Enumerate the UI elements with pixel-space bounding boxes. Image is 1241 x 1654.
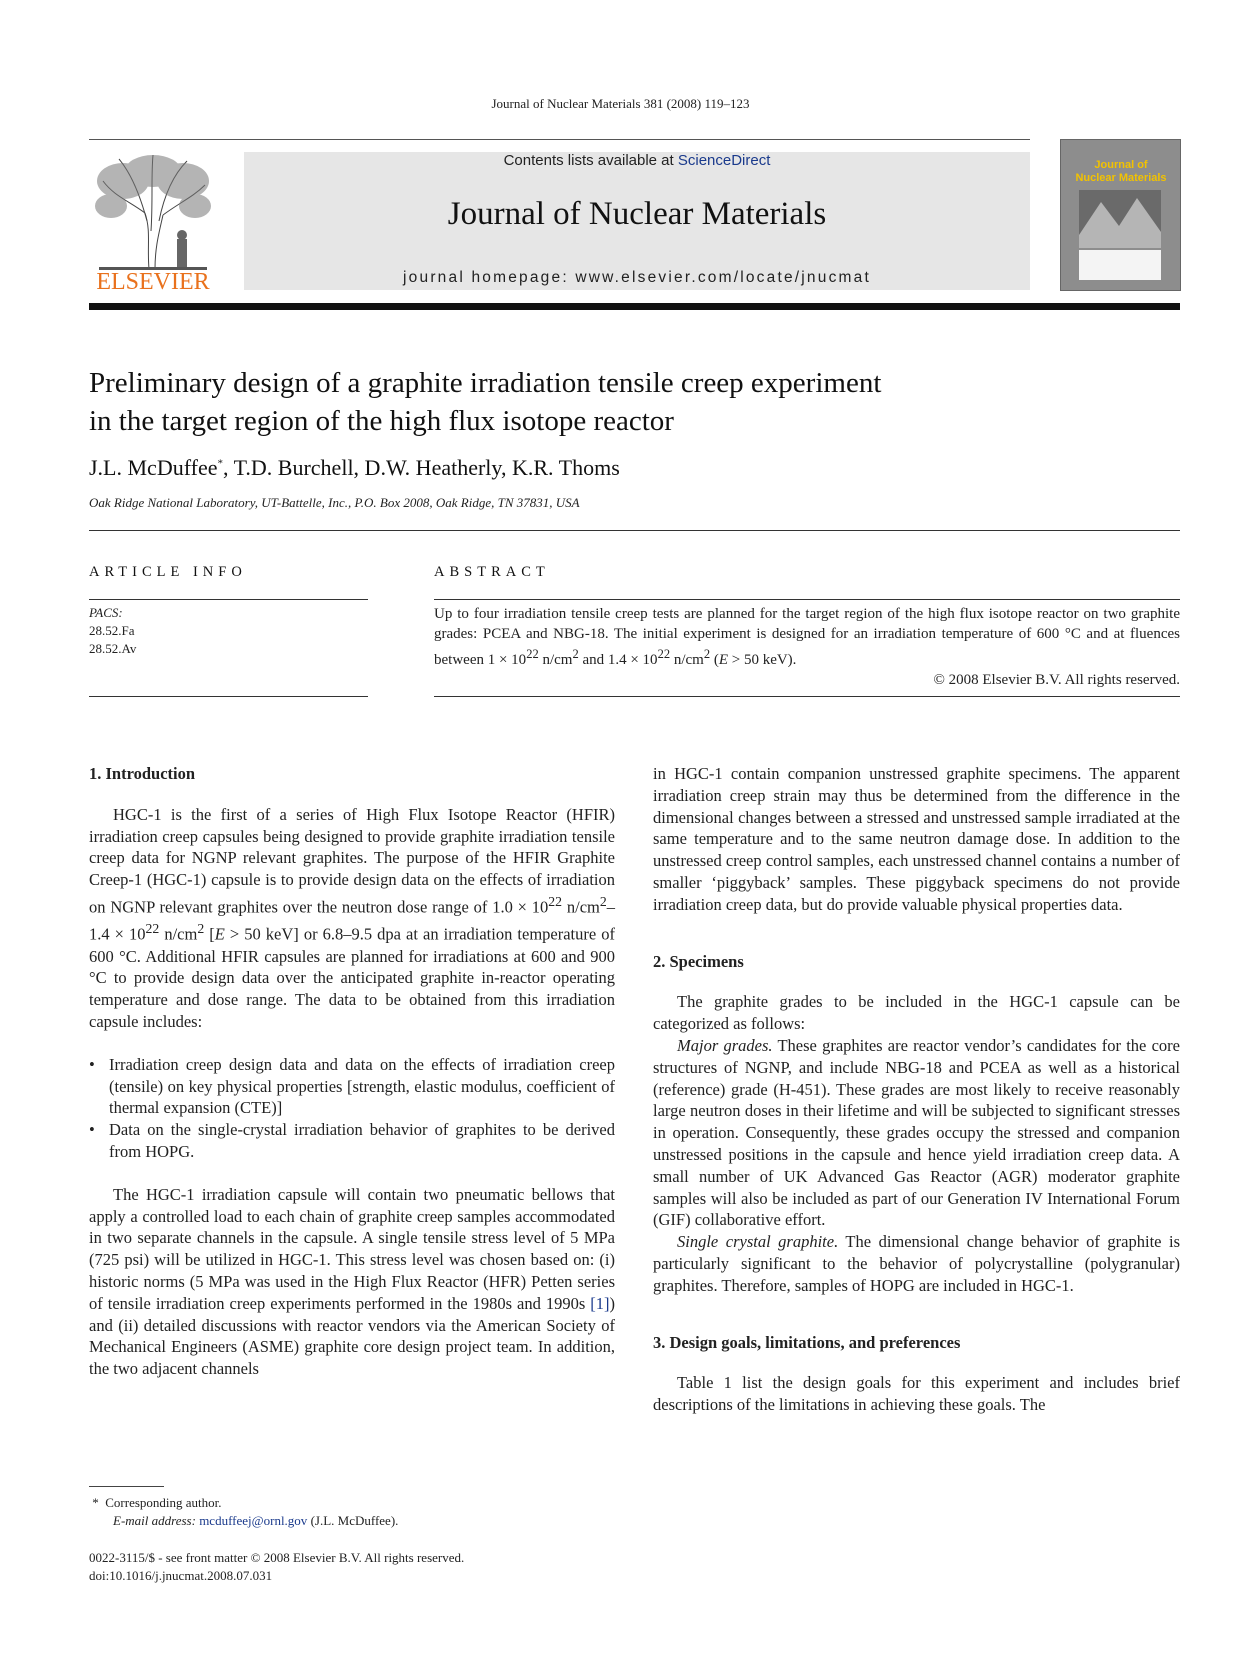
abstract-text-part: and 1.4 × 10 [578,652,658,668]
abstract-bottom-rule [434,696,1180,697]
svg-text:Nuclear Materials: Nuclear Materials [1075,172,1167,184]
abstract-top-rule [434,599,1180,600]
list-item: • Data on the single-crystal irradiation behavior of graphites to be derived from HOPG. [109,1119,615,1163]
other-authors: , T.D. Burchell, D.W. Heatherly, K.R. Thoms [223,455,620,480]
article-info-heading: ARTICLE INFO [89,564,247,580]
superscript: 2 [197,921,205,937]
intro-paragraph-2 [89,1184,615,1380]
text-part: These graphites are reactor vendor’s candidates for the core structures of NGNP, and include NBG-18 and PCEA as well as a historical (reference) grade (H-451). These grades are most likely to receive reasonably large neutron doses in their lifetime and will be subjected to significant stresses in operation. Consequently, these grades occupy the stressed and companion unstressed positions in the capsule and hence yield irradiation creep data. A small number of UK Advanced Gas Reactor (AGR) moderator graphite samples will also be included as part of our Generation IV International Forum (GIF) collaborative effort. [653,1035,1181,1230]
right-column [653,763,1180,1416]
affiliation: Oak Ridge National Laboratory, UT-Battelle, Inc., P.O. Box 2008, Oak Ridge, TN 37831, USA [89,495,580,510]
svg-text:Journal of: Journal of [1094,159,1148,171]
pacs-block [89,604,136,658]
doi-line[interactable]: doi:10.1016/j.jnucmat.2008.07.031 [89,1568,273,1583]
article-info-bottom-rule [89,696,368,697]
article-info-top-rule [89,599,368,600]
elsevier-logo[interactable] [89,151,217,291]
superscript: 2 [703,647,711,661]
journal-citation: Journal of Nuclear Materials 381 (2008) 119–123 [491,96,750,111]
footnote-mark: * [92,1495,99,1510]
title-line-1: Preliminary design of a graphite irradiation tensile creep experiment [89,367,882,399]
affiliation-rule [89,530,1180,531]
abstract-heading: ABSTRACT [434,564,550,580]
specimens-major-grades [653,1035,1180,1231]
footnote [89,1494,398,1530]
abstract-paragraph [434,604,1180,670]
text-part: [ [204,924,215,944]
footnote-rule [89,1486,164,1487]
abstract-text-part: n/cm [670,652,704,668]
abstract-text-part: > 50 keV). [727,652,797,668]
text-part: The HGC-1 irradiation capsule will contain two pneumatic bellows that apply a controlled load to each chain of graphite creep samples accommodated in two separate channels in the capsule. A single tensile stress level of 5 MPa (725 psi) will be utilized in HGC-1. This stress level was chosen based on: (i) historic norms (5 MPa was used in the High Flux Reactor (HFR) Petten series of tensile irradiation creep experiments performed in the 1980s and 1990s [89,1184,615,1313]
text-part: n/cm [562,897,600,917]
email-suffix: (J.L. McDuffee). [307,1513,399,1528]
email-label: E-mail address: [113,1513,196,1528]
journal-title: Journal of Nuclear Materials [447,196,827,232]
abstract-text-part: n/cm [538,652,573,668]
text-part: HGC-1 is the first of a series of High Flux Isotope Reactor (HFIR) irradiation creep capsules being designed to provide graphite irradiation tensile creep data for NGNP relevant graphites. The purpose of the HFIR Graphite Creep-1 (HGC-1) capsule is to provide design data on the effects of irradiation on NGNP relevant graphites over the neutron dose range of 1.0 × 10 [89,804,615,917]
superscript: 22 [657,647,671,661]
intro-paragraph-3: in HGC-1 contain companion unstressed graphite specimens. The apparent irradiation creep strain may thus be determined from the difference in the dimensional changes between a stressed and unstressed sample irradiated at the same temperature and to the same neutron damage dose. In addition to the unstressed creep control samples, each unstressed channel contains a number of smaller ‘piggyback’ samples. These piggyback specimens do not provide irradiation creep data, but do provide valuable physical properties data. [653,764,1180,914]
text-part: n/cm [159,924,198,944]
pacs-code: 28.52.Fa [89,623,135,638]
footnote-text: Corresponding author. [105,1495,222,1510]
superscript: 2 [599,893,607,909]
elsevier-wordmark: ELSEVIER [96,269,210,291]
section-heading-design-goals: 3. Design goals, limitations, and preferences [653,1332,961,1352]
pacs-code: 28.52.Av [89,641,137,656]
abstract-body [434,604,1180,690]
superscript: 22 [548,893,563,909]
cover-art-icon [1061,140,1180,290]
contents-line [244,152,1030,169]
email-link[interactable]: mcduffeej@ornl.gov [199,1513,308,1528]
journal-cover-image[interactable] [1060,139,1181,291]
reference-link[interactable]: [1] [590,1293,610,1313]
header-rule [89,139,1030,140]
abstract-copyright: © 2008 Elsevier B.V. All rights reserved. [933,672,1180,688]
left-column [89,763,615,1380]
text-part: E [214,924,225,944]
contents-prefix: Contents lists available at [503,152,678,169]
superscript: 2 [572,647,579,661]
superscript: 22 [526,647,539,661]
specimens-single-crystal [653,1231,1180,1296]
author-list [89,455,620,481]
abstract-text-part: E [718,652,728,668]
intro-bullet-list [89,1054,615,1163]
footnote-corresponding [89,1494,398,1512]
list-item: • Irradiation creep design data and data on the effects of irradiation creep (tensile) on key physical properties [strength, elastic modulus, coefficient of thermal expansion (CTE)] [109,1054,615,1119]
intro-paragraph-1 [89,804,615,1033]
corresponding-mark[interactable]: * [217,457,223,470]
issn-line: 0022-3115/$ - see front matter © 2008 Elsevier B.V. All rights reserved. [89,1550,465,1565]
pacs-label: PACS: [89,605,123,620]
footnote-email-line [89,1512,398,1530]
sciencedirect-link[interactable]: ScienceDirect [677,152,771,169]
text-part: The dimensional change behavior of graphite is particularly significant to the behavior of polycrystalline (polygranular) graphites. Therefore, samples of HOPG are included in HGC-1. [653,1232,1180,1295]
section-heading-specimens: 2. Specimens [653,951,744,971]
abstract-text-part: Up to four irradiation tensile creep tests are planned for the target region of the high flux isotope reactor on two graphite grades: PCEA and NBG-18. The initial experiment is designed for an irradiation temperature of 600 °C and at fluences between 1 × 10 [434,606,1180,668]
run-in-heading: Major grades. [677,1035,773,1055]
header-thick-rule [89,303,1180,310]
run-in-heading: Single crystal graphite. [677,1232,839,1252]
paper-title [89,364,1049,440]
journal-homepage[interactable]: journal homepage: www.elsevier.com/locate/jnucmat [403,269,871,286]
front-matter-info [89,1549,464,1585]
abstract-text-part: ( [710,652,719,668]
text-part: –1.4 × 10 [89,897,615,944]
journal-banner [244,152,1030,290]
text-part: ) and (ii) detailed discussions with reactor vendors via the American Society of Mechanical Engineers (ASME) graphite core design project team. In addition, the two adjacent channels [89,1293,615,1379]
elsevier-tree-icon [89,151,217,291]
first-author[interactable]: J.L. McDuffee [89,455,218,480]
title-line-2: in the target region of the high flux isotope reactor [89,405,674,437]
design-paragraph-1: Table 1 list the design goals for this experiment and includes brief descriptions of the limitations in achieving these goals. The [653,1373,1180,1415]
superscript: 22 [145,921,160,937]
text-part: > 50 keV] or 6.8–9.5 dpa at an irradiation temperature of 600 °C. Additional HFIR capsules are planned for irradiations at 600 and 900 °C to provide design data over the anticipated graphite in-reactor operating temperature and dose range. The data to be obtained from this irradiation capsule includes: [89,924,615,1031]
specimens-paragraph-1: The graphite grades to be included in the HGC-1 capsule can be categorized as follows: [653,992,1180,1034]
section-heading-introduction: 1. Introduction [89,764,196,783]
